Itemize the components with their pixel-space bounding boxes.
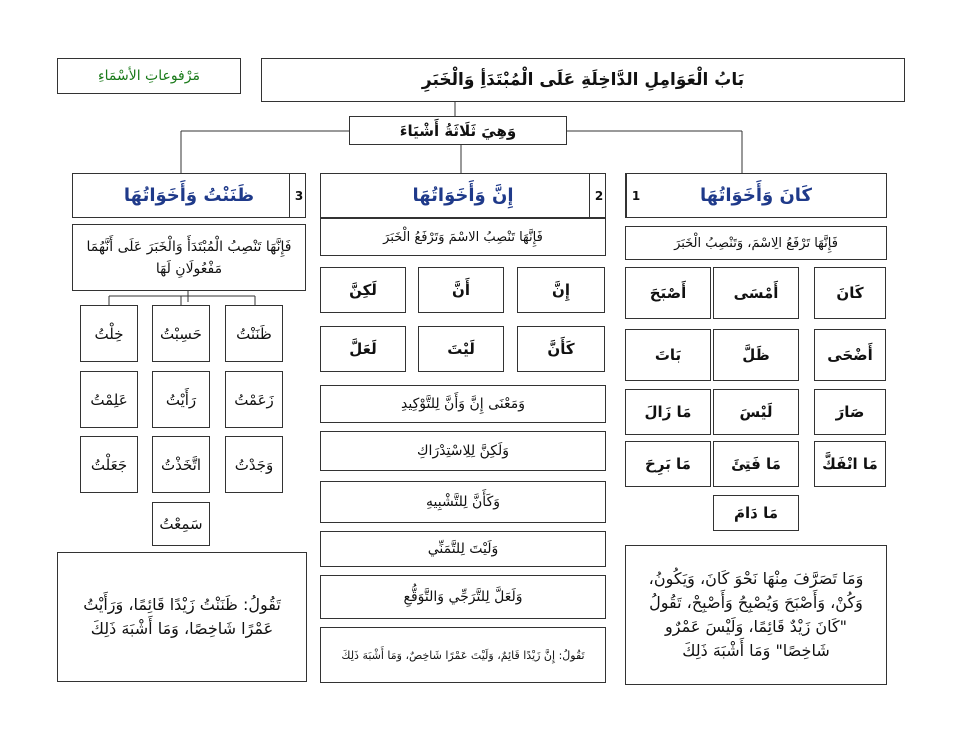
meaning-text: وَمَعْنَى إِنَّ وَأَنَّ لِلتَّوْكِيدِ [401, 396, 525, 412]
verb-label: أَضْحَى [827, 346, 873, 364]
zanantu-example-text: تَقُولُ: ظَنَنْتُ زَيْدًا قَائِمًا، وَرَأَيْتُ عَمْرًا شَاخِصًا، وَمَا أَشْبَهَ ذَلِكَ [83, 595, 281, 638]
kana-verb [713, 389, 799, 435]
inna-example [320, 627, 606, 683]
zanantu-verb [152, 305, 210, 362]
inna-rule [320, 218, 606, 256]
zanantu-verb [80, 371, 138, 428]
particle-label: لَكِنَّ [349, 281, 377, 299]
kana-rule [625, 226, 887, 260]
meaning-text: وَلَيْتَ لِلتَّمَنِّي [427, 541, 499, 557]
kana-header-text: كَانَ وَأَخَوَاتُهَا [699, 185, 813, 206]
particle-label: كَأَنَّ [547, 340, 575, 358]
kana-verb [625, 267, 711, 319]
verb-label: رَأَيْتُ [165, 390, 197, 409]
verb-label: مَا انْفَكَّ [822, 455, 878, 473]
verb-label: أَصْبَحَ [649, 284, 687, 302]
kana-rule-text: فَإِنَّهَا تَرْفَعُ الِاسْمَ، وَتَنْصِبُ الْخَبَرَ [674, 235, 838, 251]
inna-particle [517, 267, 605, 313]
verb-label: مَا بَرِحَ [645, 455, 691, 473]
zanantu-verb [152, 371, 210, 428]
verb-label: ظَنَنْتُ [236, 324, 272, 343]
subtitle-box [349, 116, 567, 145]
kana-verb [814, 389, 886, 435]
kana-verb [625, 389, 711, 435]
inna-rule-text: فَإِنَّهَا تَنْصِبُ الاسْمَ وَتَرْفَعُ الْخَبَرَ [383, 229, 543, 245]
category-tag [57, 58, 241, 94]
verb-label: مَا زَالَ [644, 403, 692, 421]
kana-verb [814, 329, 886, 381]
inna-meaning [320, 385, 606, 423]
verb-label: مَا فَتِئَ [731, 455, 781, 473]
kana-verb [625, 441, 711, 487]
verb-label: حَسِبْتُ [160, 324, 202, 343]
zanantu-verb [80, 305, 138, 362]
verb-label: لَيْسَ [739, 403, 773, 421]
meaning-text: وَلَعَلَّ لِلتَّرَجِّي وَالتَّوَقُّعِ [403, 589, 523, 605]
inna-meaning [320, 575, 606, 619]
verb-label: خِلْتُ [94, 324, 124, 343]
inna-meaning [320, 531, 606, 567]
kana-verb [713, 495, 799, 531]
zanantu-example [57, 552, 307, 682]
inna-particle [320, 267, 406, 313]
kana-verb [713, 267, 799, 319]
inna-particle [517, 326, 605, 372]
inna-header [320, 173, 606, 218]
zanantu-verb [80, 436, 138, 493]
zanantu-header [72, 173, 306, 218]
verb-label: مَا دَامَ [734, 504, 778, 522]
verb-label: صَارَ [835, 403, 865, 421]
inna-example-text: تَقُولُ: إِنَّ زَيْدًا قَائِمٌ، وَلَيْتَ عَمْرًا شَاخِصٌ، وَمَا أَشْبَهَ ذَلِكَ [341, 648, 585, 662]
main-title [261, 58, 905, 102]
zanantu-verb [225, 371, 283, 428]
particle-label: أَنَّ [452, 281, 470, 299]
meaning-text: وَكَأَنَّ لِلتَّشْبِيهِ [426, 494, 500, 510]
inna-particle [418, 326, 504, 372]
verb-label: أَمْسَى [733, 284, 779, 302]
zanantu-rule-text: فَإِنَّهَا تَنْصِبُ الْمُبْتَدَأَ وَالْخَبَرَ عَلَى أَنَّهُمَا مَفْعُولَانِ لَهَا [86, 238, 292, 277]
inna-number: 2 [589, 174, 608, 217]
particle-label: لَيْتَ [447, 340, 475, 358]
verb-label: زَعَمْتُ [234, 390, 274, 409]
verb-label: وَجَدْتُ [234, 455, 274, 474]
verb-label: ظَلَّ [742, 346, 770, 364]
verb-label: بَاتَ [654, 346, 682, 364]
kana-verb [814, 267, 886, 319]
kana-number: 1 [626, 174, 645, 217]
subtitle-text: وَهِيَ ثَلَاثَةُ أَشْيَاءَ [399, 121, 517, 140]
kana-verb [814, 441, 886, 487]
meaning-text: وَلَكِنَّ لِلِاسْتِدْرَاكِ [417, 443, 509, 459]
verb-label: عَلِمْتُ [90, 390, 128, 409]
inna-meaning [320, 481, 606, 523]
zanantu-verb [152, 502, 210, 546]
zanantu-verb [225, 436, 283, 493]
verb-label: سَمِعْتُ [159, 515, 203, 533]
verb-label: جَعَلْتُ [90, 455, 128, 474]
kana-verb [625, 329, 711, 381]
main-title-text: بَابُ الْعَوَامِلِ الدَّاخِلَةِ عَلَى الْمُبْتَدَأِ وَالْخَبَرِ [421, 70, 745, 90]
inna-particle [418, 267, 504, 313]
zanantu-verb [152, 436, 210, 493]
kana-note [625, 545, 887, 685]
kana-note-text: وَمَا تَصَرَّفَ مِنْهَا نَحْوَ كَانَ، وَيَكُونُ، وَكُنْ، وَأَصْبَحَ وَيُصْبِحُ وَأَصْبِحْ، تَقُولُ "كَانَ زَيْدٌ قَائِمًا، وَلَيْسَ عَمْرٌو شَاخِصًا" وَمَا أَشْبَهَ ذَلِكَ [648, 569, 864, 660]
verb-label: اتَّخَذْتُ [160, 455, 202, 474]
category-tag-text: مَرْفوعاتِ الأسْمَاءِ [98, 68, 200, 84]
inna-header-text: إِنَّ وَأَخَوَاتُهَا [412, 185, 514, 206]
inna-meaning [320, 431, 606, 471]
kana-verb [713, 441, 799, 487]
zanantu-verb [225, 305, 283, 362]
kana-verb [713, 329, 799, 381]
particle-label: إِنَّ [552, 281, 570, 299]
zanantu-rule [72, 224, 306, 291]
kana-header [625, 173, 887, 218]
zanantu-header-text: ظَنَنْتُ وَأَخَوَاتُهَا [123, 185, 255, 206]
particle-label: لَعَلَّ [349, 340, 377, 358]
verb-label: كَانَ [836, 284, 864, 302]
zanantu-number: 3 [289, 174, 308, 217]
inna-particle [320, 326, 406, 372]
